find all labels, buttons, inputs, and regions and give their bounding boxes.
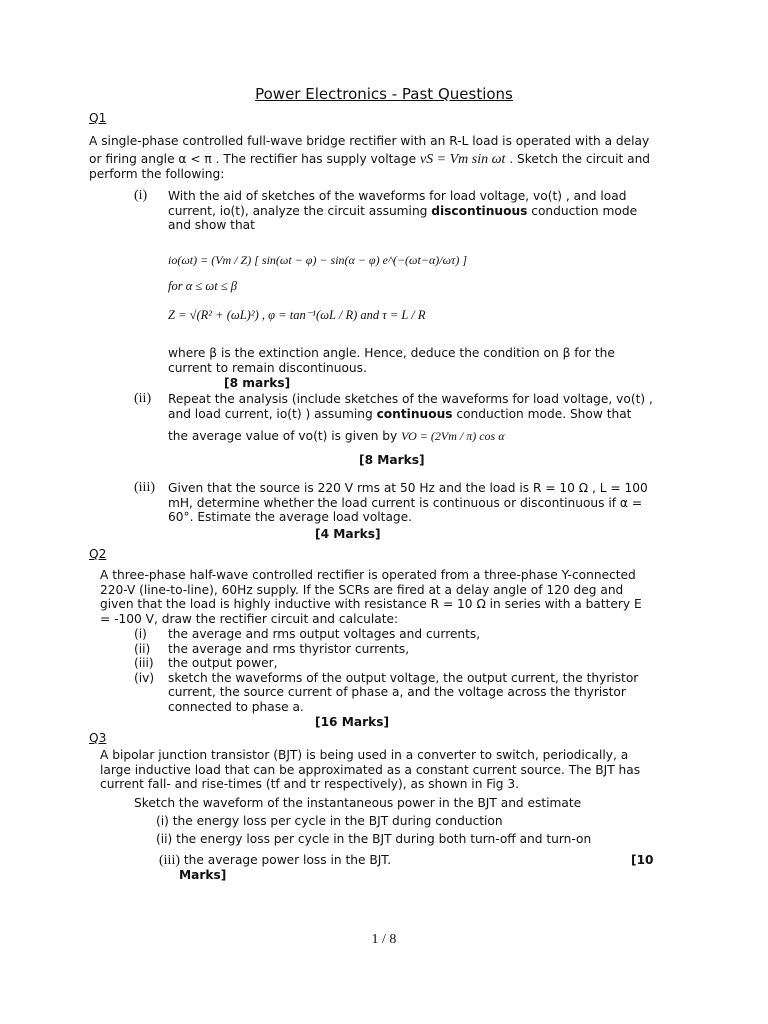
q2-item-iv [134, 671, 669, 686]
q1-io-equation [168, 243, 668, 279]
q1-intro-line2 [89, 152, 669, 168]
q1-part-i-line3: and show that [168, 218, 255, 233]
q1-part-ii-line2-c: conduction mode. Show that [456, 406, 632, 421]
q3-item-ii [156, 832, 591, 847]
q3-item-iii [159, 853, 391, 869]
q1-part-iii-line3: 60°. Estimate the average load voltage. [168, 510, 413, 525]
q2-item-iv-line2: current, the source current of phase a, and the voltage across the thyristor [168, 685, 626, 700]
q1-part-iii [168, 481, 669, 525]
q2-item-i-number: (i) [134, 627, 147, 641]
q2-item-iv-number: (iv) [134, 670, 155, 685]
q2-line3: given that the load is highly inductive with resistance R = 10 Ω in series with a battery E [100, 597, 642, 612]
q2-item-i-text: the average and rms output voltages and currents, [168, 627, 481, 641]
q2-line4: = -100 V, draw the rectifier circuit and calculate: [100, 611, 399, 626]
q1-part-i-line2-c: conduction mode [531, 203, 638, 218]
q2-line1: A three-phase half-wave controlled rectifier is operated from a three-phase Y-connected [100, 568, 636, 582]
q3-line2: large inductive load that can be approximated as a constant current source. The BJT has [100, 762, 641, 777]
q1-part-iii-number: (iii) [134, 480, 155, 495]
q1-range-condition: for α ≤ ωt ≤ β [168, 279, 238, 293]
q1-part-i-extinction-line2: current to remain discontinuous. [168, 360, 367, 375]
q2-item-ii [134, 642, 669, 657]
q1-part-i-line2 [168, 204, 669, 219]
q1-part-ii-line3 [168, 429, 505, 444]
q3-intro [100, 748, 669, 792]
q1-intro-line2-text: or firing angle α < π . The rectifier has supply voltage [89, 151, 417, 166]
q1-part-i-line1: With the aid of sketches of the waveforms for load voltage, vo(t) , and load [168, 189, 627, 203]
q1-part-ii-line3-text: the average value of vo(t) is given by [168, 429, 398, 443]
q2-item-iv-line3: connected to phase a. [168, 699, 304, 714]
q1-part-i-line2-a: current, io(t), analyze the circuit assuming [168, 203, 428, 218]
q2-marks: [16 Marks] [315, 715, 390, 729]
q3-heading: Q3 [89, 731, 107, 745]
q1-intro-line2-end: . Sketch the circuit and [509, 151, 651, 166]
q3-item-iii-number: (iii) [159, 853, 180, 868]
q1-part-i [168, 189, 669, 233]
q1-supply-voltage-eq-text: vS = Vm sin ωt [419, 151, 506, 167]
q2-item-ii-text: the average and rms thyristor currents, [168, 641, 410, 656]
q1-part-iii-marks: [4 Marks] [315, 527, 381, 541]
q1-part-ii-line1: Repeat the analysis (include sketches of the waveforms for load voltage, vo(t) , [168, 392, 653, 406]
q1-part-i-extinction [168, 346, 669, 375]
q1-supply-voltage-eq [420, 152, 505, 167]
q2-item-iii-text: the output power, [168, 656, 278, 671]
q2-item-i [134, 627, 669, 642]
q3-item-iii-text: the average power loss in the BJT. [183, 853, 392, 867]
q1-intro [89, 134, 669, 182]
q3-marks-part1: [10 [631, 853, 654, 867]
q3-line3: current fall- and rise-times (tf and tr respectively), as shown in Fig 3. [100, 777, 520, 792]
q1-part-i-marks: [8 marks] [224, 376, 291, 390]
q2-line2: 220-V (line-to-line), 60Hz supply. If the SCRs are fired at a delay angle of 120 deg and [100, 582, 624, 597]
q3-item-i [156, 814, 503, 829]
q3-line1: A bipolar junction transistor (BJT) is being used in a converter to switch, periodically, a [100, 748, 629, 762]
q1-z-phi-tau-equation: Z = √(R² + (ωL)²) , φ = tan⁻¹(ωL / R) and τ = L / R [168, 308, 426, 322]
q2-item-iii-number: (iii) [134, 656, 154, 671]
q3-item-ii-text: the energy loss per cycle in the BJT during both turn-off and turn-on [176, 832, 592, 846]
q2-items [134, 627, 669, 715]
q1-heading: Q1 [89, 111, 107, 125]
page-title: Power Electronics - Past Questions [255, 85, 513, 103]
q2-heading: Q2 [89, 547, 107, 561]
q1-part-ii-marks: [8 Marks] [359, 453, 425, 467]
q2-item-iii [134, 656, 669, 671]
q1-part-i-number: (i) [134, 188, 148, 203]
q1-part-iii-line2: mH, determine whether the load current is continuous or discontinuous if α = [168, 495, 643, 510]
page-number: 1 / 8 [371, 932, 397, 947]
q1-part-i-discontinuous: discontinuous [431, 203, 528, 218]
q3-item-ii-number: (ii) [156, 832, 173, 846]
q1-part-ii-line2-a: and load current, io(t) ) assuming [168, 406, 373, 421]
q1-part-ii-continuous: continuous [376, 406, 453, 421]
q1-part-ii-number: (ii) [134, 391, 152, 406]
q1-intro-line3: perform the following: [89, 167, 225, 182]
q1-part-ii-line2 [168, 407, 669, 422]
q3-marks-part2: Marks] [179, 868, 227, 882]
q1-part-iii-line1: Given that the source is 220 V rms at 50 Hz and the load is R = 10 Ω , L = 100 [168, 481, 648, 495]
q1-io-equation-text: io(ωt) = (Vm / Z) [ sin(ωt − φ) − sin(α − φ) e^(−(ωt−α)/ωτ) ] [168, 253, 468, 267]
q1-vo-average-equation: VO = (2Vm / π) cos α [401, 429, 505, 443]
q2-item-iv-text: sketch the waveforms of the output voltage, the output current, the thyristor [168, 670, 639, 685]
q3-line4: Sketch the waveform of the instantaneous power in the BJT and estimate [134, 796, 582, 810]
q3-item-i-number: (i) [156, 814, 169, 828]
q3-item-i-text: the energy loss per cycle in the BJT during conduction [172, 814, 503, 828]
q2-intro [100, 568, 669, 626]
q1-part-i-extinction-line1: where β is the extinction angle. Hence, deduce the condition on β for the [168, 346, 615, 360]
q1-intro-line1: A single-phase controlled full-wave bridge rectifier with an R-L load is operated with a delay [89, 134, 650, 148]
q2-item-ii-number: (ii) [134, 641, 151, 656]
q1-part-ii [168, 392, 669, 421]
